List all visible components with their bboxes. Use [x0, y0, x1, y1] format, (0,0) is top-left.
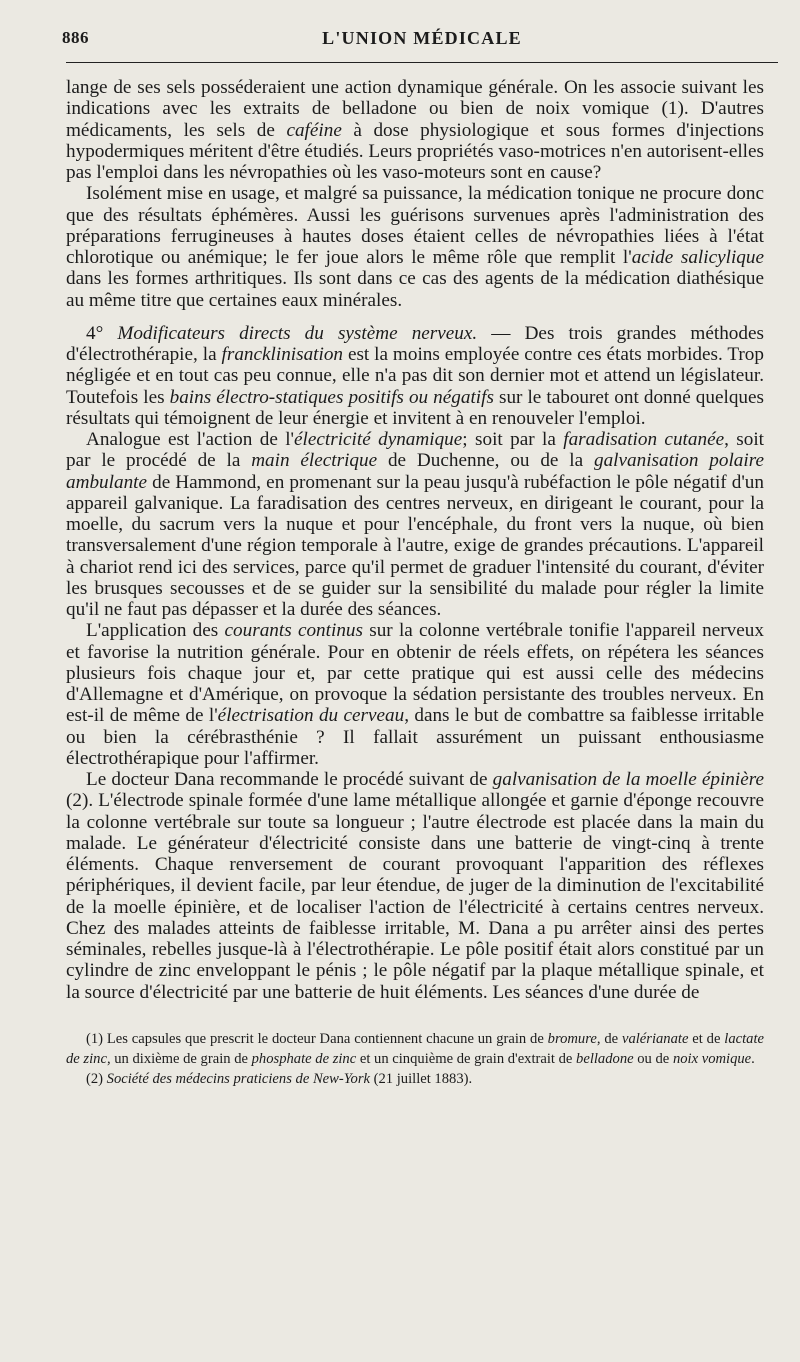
text-run: à dose physiologique et sous formes d'injections hypodermiques méritent d'être étudiés. Leurs propriétés vaso-motrices n'en autorisent-elles pas l'emploi dans les névropathies où les vaso-moteurs sont en cause?	[66, 119, 765, 183]
text-run: (1) Les capsules que prescrit le docteur Dana contiennent chacune un grain de	[86, 1030, 548, 1047]
italic-text: phosphate de zinc	[251, 1050, 357, 1067]
italic-text: francklinisation	[221, 344, 344, 365]
text-run: , de	[596, 1030, 622, 1047]
paragraph	[66, 323, 764, 429]
paragraph	[66, 77, 764, 183]
text-run: dans les formes arthritiques. Ils sont dans ce cas des agents de la médication diathésique au même titre que certaines eaux minérales.	[66, 268, 764, 311]
footnote	[66, 1069, 764, 1089]
text-run: et de	[688, 1030, 725, 1047]
page	[0, 18, 800, 1362]
italic-text: noix vomique	[672, 1050, 752, 1067]
italic-text: électrisation du cerveau	[217, 705, 405, 727]
italic-text: courants continus	[224, 620, 363, 642]
paragraph	[66, 769, 764, 1003]
italic-text: Modificateurs directs du système nerveux.	[117, 322, 478, 344]
italic-text: bromure	[547, 1030, 597, 1047]
text-run: est la moins employée contre ces états morbides. Trop négligée et en tout cas peu connue, elle n'a pas dit son dernier mot et attend un législateur. Toutefois les	[66, 344, 764, 408]
text-run: de Duchenne, ou de la	[377, 450, 594, 472]
page-number: 886	[62, 28, 89, 47]
text-run: (2). L'électrode spinale formée d'une lame métallique allongée et garnie d'éponge recouvre la colonne vertébrale sur toute sa longueur ; l'autre électrode est placée dans la main du malade. Le générateur d'électricité consiste dans une batterie de vingt-cinq à trente éléments. Chaque renversement de courant provoquant l'apparition des réflexes périphériques, il devient facile, par leur étendue, de juger de la diminution de l'excitabilité de la moelle épinière, et de localiser l'action de l'électricité à certains centres nerveux. Chez des malades atteints de faiblesse irritable, M. Dana a pu arrêter ainsi des pertes séminales, rebelles jusque-là à l'électrothérapie. Le pôle positif était alors constitué par un cylindre de zinc enveloppant le pénis ; le pôle négatif par la plaque métallique spinale, et la source d'électricité par une batterie de huit éléments. Les séances d'une durée de	[66, 790, 764, 1003]
italic-text: bains électro-statiques positifs ou négatifs	[169, 386, 494, 408]
body-text	[66, 77, 764, 1003]
text-run: , dans le but de combattre sa faiblesse irritable ou bien la cérébrasthénie ? Il fallait assurément un puissant enthousiasme électrothérapique pour l'affirmer.	[66, 705, 765, 769]
italic-text: main électrique	[251, 450, 378, 472]
text-run: ; soit par la	[462, 429, 564, 450]
text-run: (21 juillet 1883).	[369, 1070, 473, 1087]
italic-text: Société des médecins praticiens de New-York	[106, 1070, 370, 1087]
italic-text: caféine	[286, 119, 342, 141]
text-run: 4°	[86, 322, 118, 344]
page-header	[62, 18, 778, 63]
italic-text: électricité dynamique	[294, 429, 463, 450]
italic-text: acide salicylique	[631, 247, 764, 268]
italic-text: galvanisation polaire ambulante	[66, 450, 764, 493]
text-run: .	[751, 1050, 755, 1067]
text-run: sur la colonne vertébrale tonifie l'appareil nerveux et favorise la nutrition générale. Pour en obtenir de réels effets, on répétera les séances plusieurs fois chaque jour et, par cette pratique qui est aussi celle des médecins d'Allemagne et d'Amérique, on provoque la sédation persistante des troubles nerveux. En est-il de même de l'	[66, 620, 764, 727]
italic-text: belladone	[576, 1050, 634, 1067]
text-run: ou de	[633, 1050, 673, 1067]
text-run: lange de ses sels posséderaient une action dynamique générale. On les associe suivant les indications avec les extraits de belladone ou bien de noix vomique (1). D'autres médicaments, les sels de	[66, 77, 764, 141]
text-run: — Des trois grandes méthodes d'électrothérapie, la	[66, 322, 764, 365]
text-run: Analogue est l'action de l'	[86, 429, 295, 450]
text-run: , soit par le procédé de la	[66, 429, 765, 472]
text-run: L'application des	[86, 620, 225, 642]
footnote	[66, 1029, 764, 1069]
italic-text: lactate de zinc	[66, 1030, 764, 1067]
paragraph	[66, 183, 764, 311]
footnotes	[66, 1029, 764, 1089]
italic-text: galvanisation de la moelle épinière	[492, 769, 765, 790]
text-run: sur le tabouret ont donné quelques résultats qui témoignent de leur énergie et invitent à en renouveler l'emploi.	[66, 386, 764, 429]
text-run: et un cinquième de grain d'extrait de	[356, 1050, 577, 1067]
paragraph	[66, 429, 764, 620]
text-run: Le docteur Dana recommande le procédé suivant de	[86, 769, 493, 790]
italic-text: faradisation cutanée	[563, 429, 725, 450]
text-run: de Hammond, en promenant sur la peau jusqu'à rubéfaction le pôle négatif d'un appareil galvanique. La faradisation des centres nerveux, en dirigeant le courant, pour la moelle, du sacrum vers la nuque et pour l'encéphale, du front vers la nuque, où bien transversalement d'une région temporale à l'autre, exige de grandes précautions. L'appareil à chariot rend ici des services, parce qu'il permet de graduer l'intensité du courant, d'éviter les brusques secousses et de se guider sur la sensibilité du malade pour régler la limite qu'il ne faut pas dépasser et la durée des séances.	[66, 471, 764, 620]
text-run: Isolément mise en usage, et malgré sa puissance, la médication tonique ne procure donc que des résultats éphémères. Aussi les guérisons survenues après l'administration des préparations ferrugineuses à hautes doses étaient celles de névropathies liées à l'état chlorotique ou anémique; le fer joue alors le même rôle que remplit l'	[66, 183, 764, 268]
text-run: (2)	[86, 1070, 107, 1087]
paragraph	[66, 620, 764, 769]
running-head: L'UNION MÉDICALE	[322, 28, 522, 48]
italic-text: valérianate	[621, 1030, 689, 1047]
text-run: , un dixième de grain de	[106, 1050, 252, 1067]
